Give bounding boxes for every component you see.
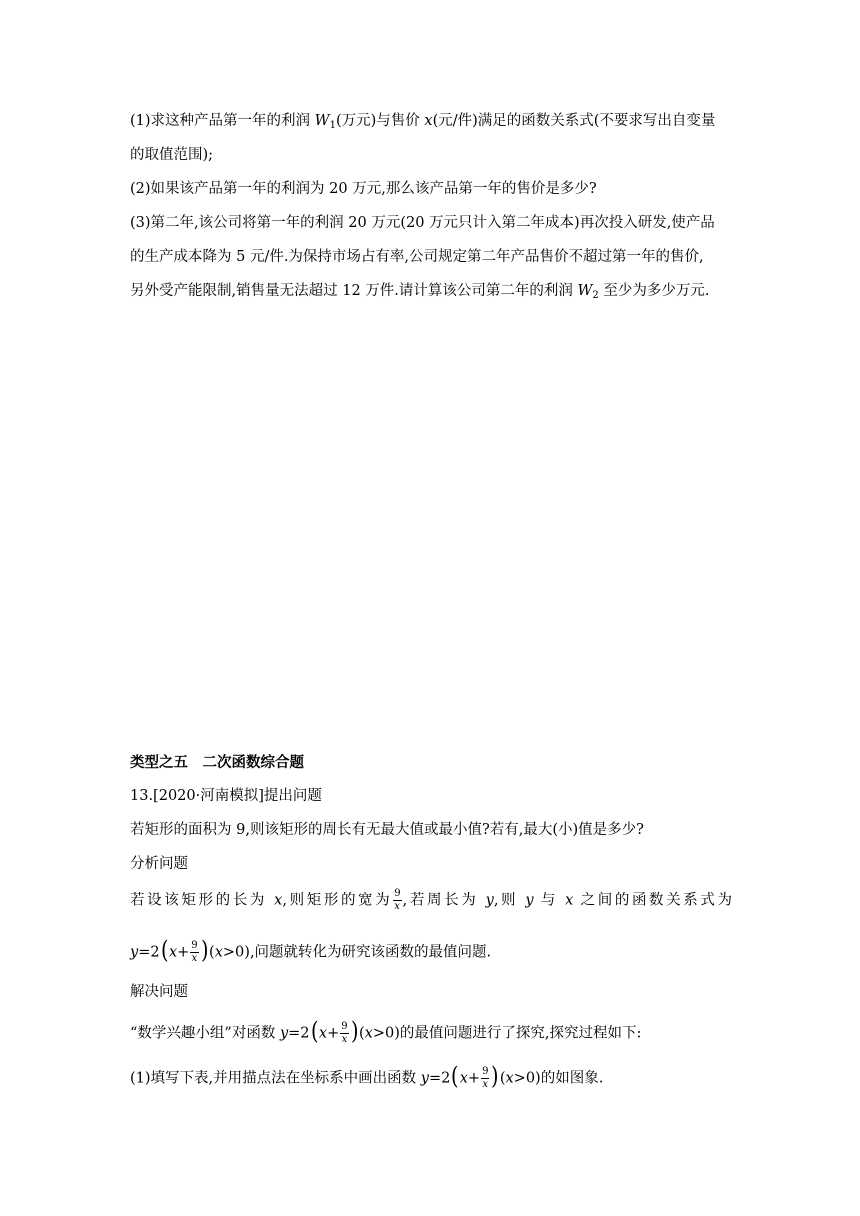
text: 之间的函数关系式为 [573, 892, 733, 909]
fraction: $\frac{9}{x}$ [191, 940, 198, 964]
var-w: W [577, 283, 593, 299]
section-heading: 类型之五 二次函数综合题 [130, 755, 304, 771]
var-x: x [424, 113, 433, 129]
fraction: $\frac{9}{x}$ [394, 888, 401, 912]
var-y: y [485, 892, 494, 909]
var-w: W [314, 113, 330, 129]
text: 另外受产能限制,销售量无法超过 12 万件.请计算该公司第二年的利润 [130, 283, 578, 299]
q12-part1-line2: 的取值范围); [130, 147, 214, 163]
text: ,则 [493, 892, 526, 909]
analysis-title: 分析问题 [130, 856, 188, 872]
text: 若设该矩形的长为 [130, 892, 275, 909]
q12-part3-line3 [130, 281, 710, 301]
var-x: x [274, 892, 283, 909]
left-paren: ( [160, 935, 169, 964]
left-paren: ( [451, 1061, 459, 1090]
left-paren: ( [310, 1016, 318, 1045]
text: (1)求这种产品第一年的利润 [130, 113, 315, 129]
analysis-text [130, 889, 732, 912]
text: (元/件)满足的函数关系式(不要求写出自变量 [432, 113, 716, 129]
var-y: y [130, 944, 139, 961]
solve-title: 解决问题 [130, 984, 188, 1000]
right-paren: ) [491, 1061, 499, 1090]
text: ,若周长为 [402, 892, 486, 909]
fraction: $\frac{9}{x}$ [482, 1066, 489, 1090]
q12-part3-line2: 的生产成本降为 5 元/件.为保持市场占有率,公司规定第二年产品售价不超过第一年的售价, [130, 249, 704, 265]
q12-part3-line1: (3)第二年,该公司将第一年的利润 20 万元(20 万元只计入第二年成本)再次投入研发,使产品 [130, 215, 715, 231]
text: ,则矩形的宽为 [282, 892, 393, 909]
task1-line: (1)填写下表,并用描点法在坐标系中画出函数 y=2(x+ $\frac{9}{x}$ )(x>0)的如图象. [130, 1061, 604, 1090]
formula-line: y=2(x+ $\frac{9}{x}$ )(x>0),问题就转化为研究该函数的最值问题. [130, 935, 492, 964]
subscript: 2 [592, 290, 599, 301]
q12-part2: (2)如果该产品第一年的利润为 20 万元,那么该产品第一年的售价是多少? [130, 181, 597, 197]
q13-question: 若矩形的面积为 9,则该矩形的周长有无最大值或最小值?若有,最大(小)值是多少? [130, 822, 644, 838]
text: (万元)与售价 [335, 113, 425, 129]
var-x: x [565, 892, 574, 909]
text: 至少为多少万元. [598, 283, 710, 299]
right-paren: ) [200, 935, 209, 964]
var-y: y [525, 892, 534, 909]
q13-header: 13.[2020·河南模拟]提出问题 [130, 788, 322, 804]
q12-part1-line1 [130, 111, 715, 131]
text: 与 [533, 892, 566, 909]
subscript: 1 [329, 120, 336, 131]
fraction: $\frac{9}{x}$ [341, 1021, 348, 1045]
right-paren: ) [350, 1016, 359, 1045]
explore-line: “数学兴趣小组”对函数 y=2(x+ $\frac{9}{x}$ )(x>0)的最值问题进行了探究,探究过程如下: [130, 1016, 642, 1045]
